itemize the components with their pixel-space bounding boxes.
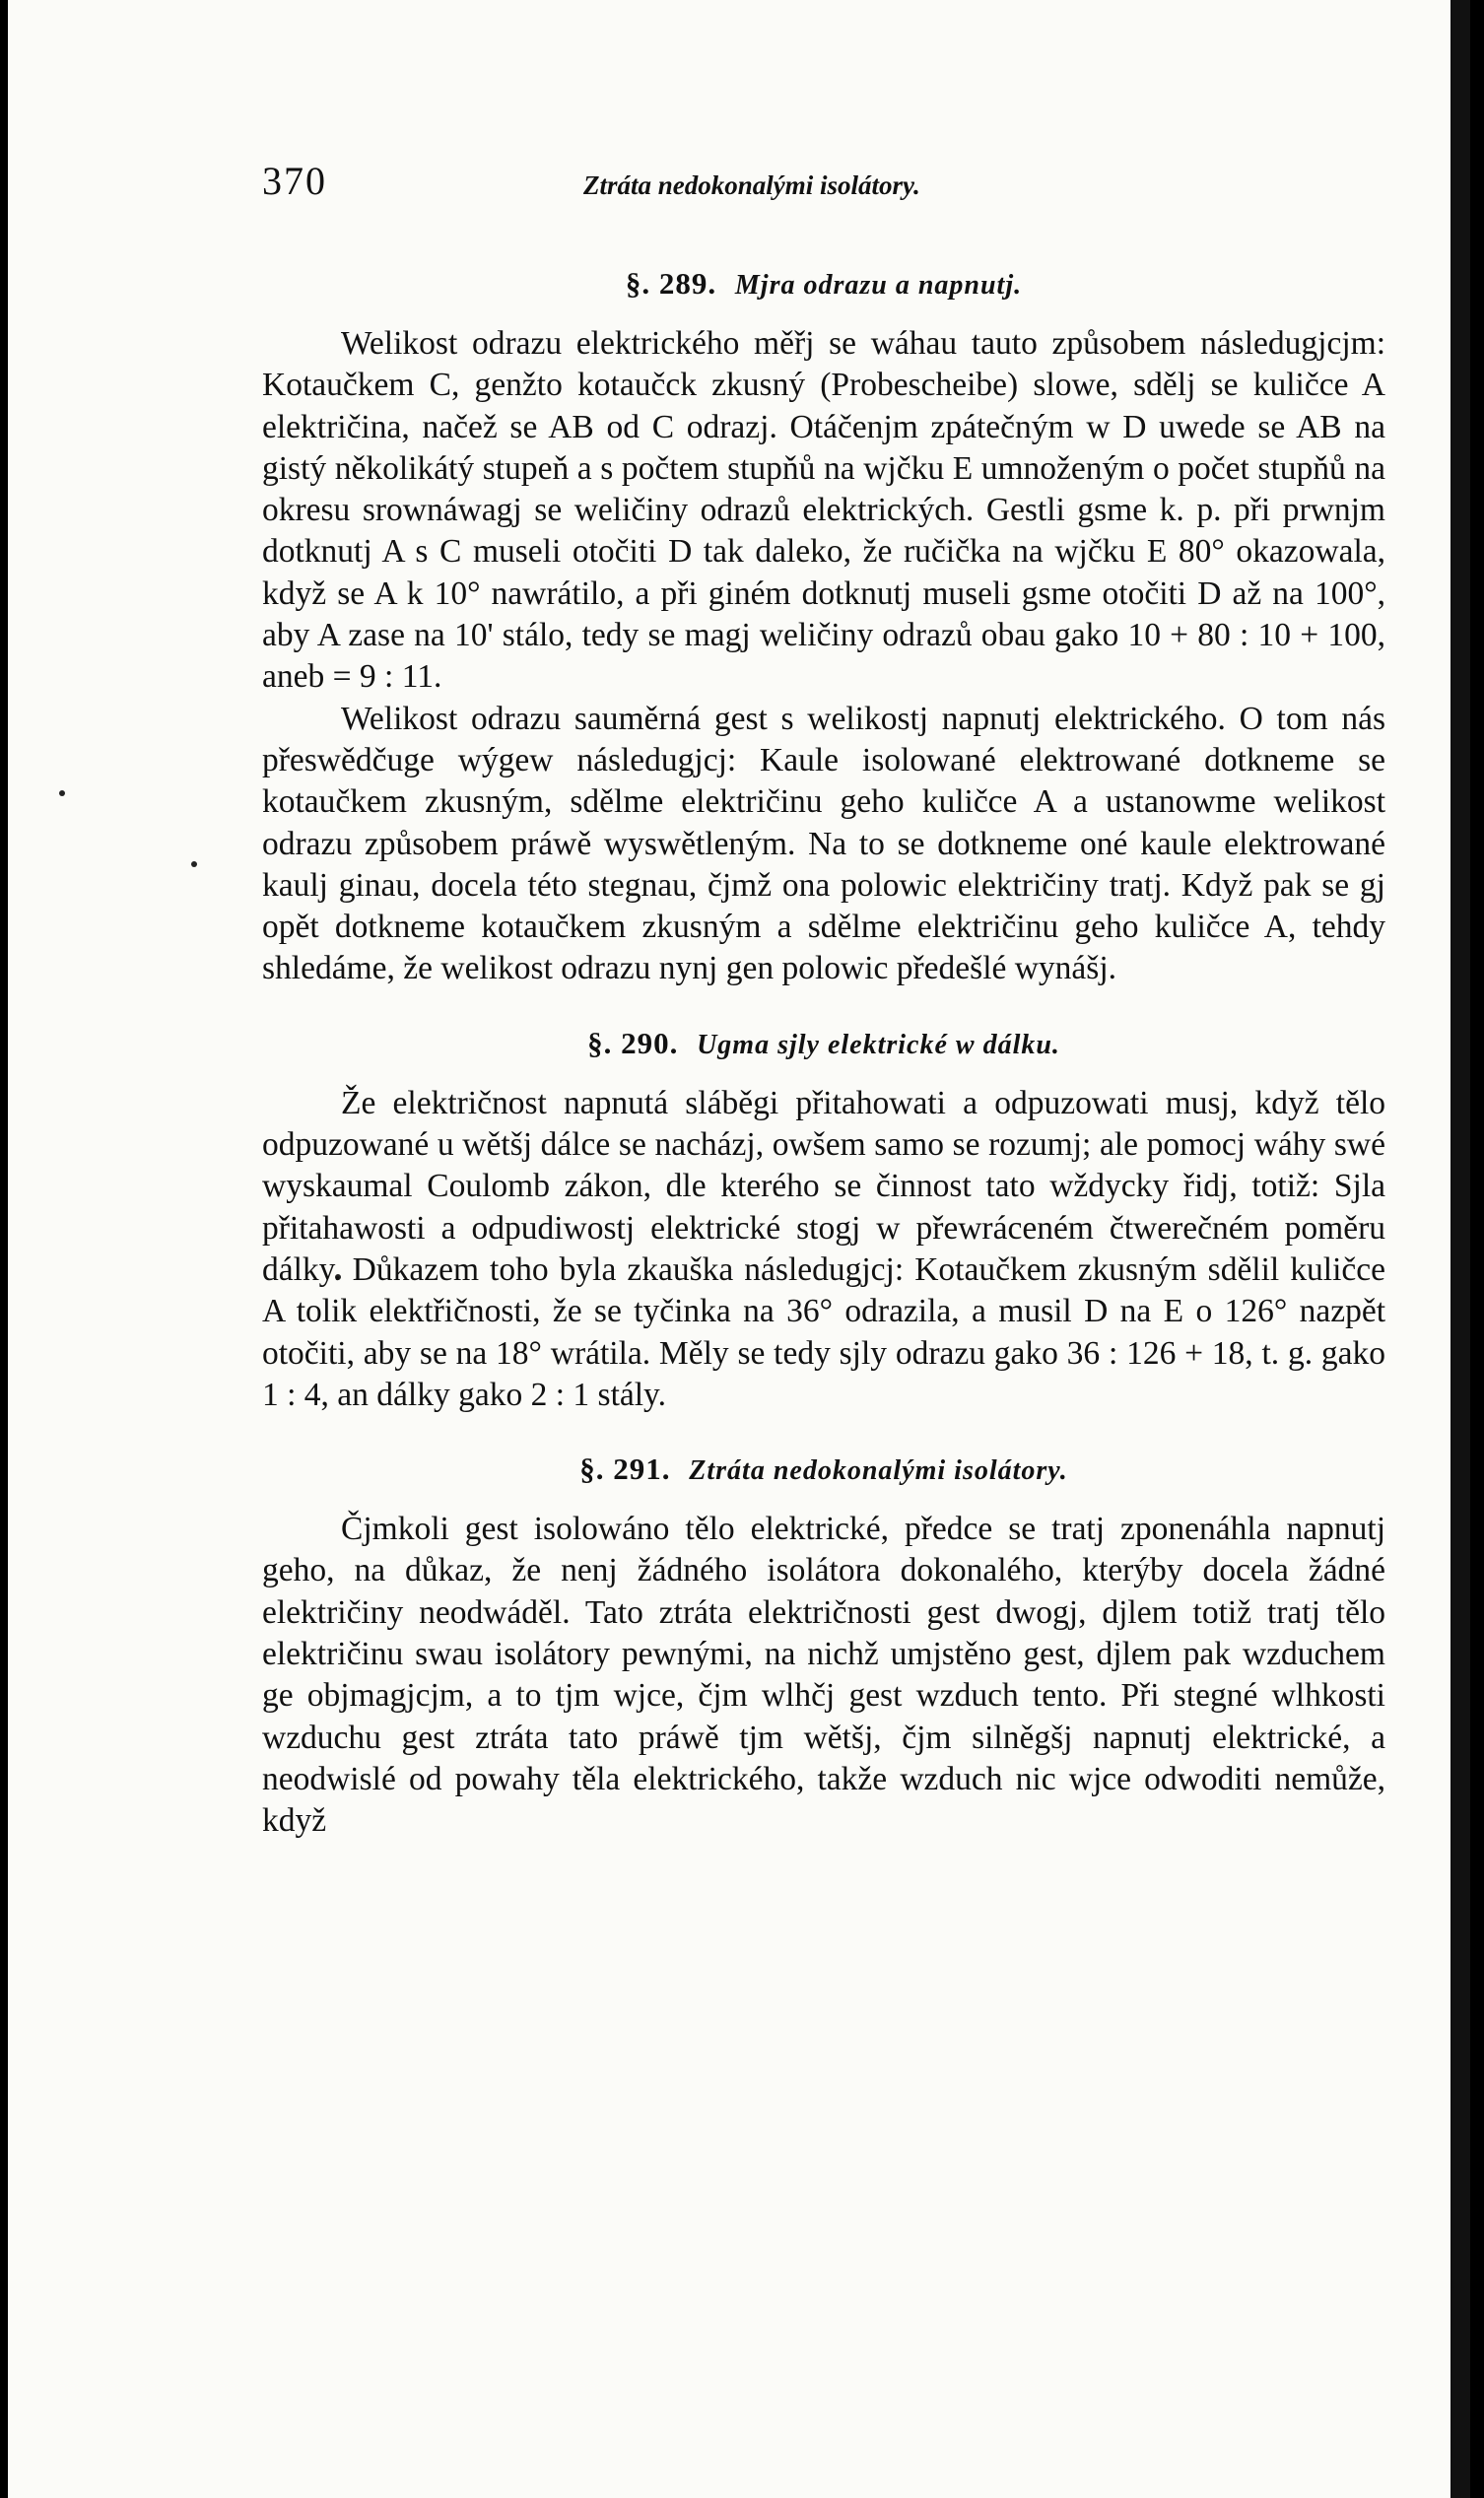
paragraph: Čjmkoli gest isolowáno tělo elektrické, předce se tratj zponenáhla napnutj geho, na důkaz, že nenj žádného isolátora dokonalého, kterýby docela žádné električiny neodwáděl. Tato ztráta električnosti gest dwogj, djlem totiž tratj tělo električinu swau isolátory pewnými, na nichž umjstěno gest, djlem pak wzduchem ge objmagjcjm, a to tjm wjce, čjm wlhčj gest wzduch tento. Při stegné wlhkosti wzduchu gest ztráta tato práwě tjm wětšj, čjm silněgšj napnutj elektrické, a neodwislé od powahy těla elektrického, takže wzduch nic wjce odwoditi nemůže, když <box>262 1511 1385 1840</box>
section-number: §. 290. <box>587 1025 679 1060</box>
running-title: Ztráta nedokonalými isolátory. <box>583 170 920 200</box>
margin-speck <box>59 790 65 796</box>
margin-speck <box>191 861 197 867</box>
section-heading <box>262 266 1385 302</box>
section-heading <box>262 1452 1385 1487</box>
page-content <box>262 158 1385 1843</box>
section-number: §. 291. <box>579 1452 671 1487</box>
page-number: 370 <box>262 159 327 203</box>
section-title: Ztráta nedokonalými isolátory. <box>689 1455 1068 1487</box>
book-page <box>8 0 1467 2498</box>
section-number: §. 289. <box>625 266 717 301</box>
section-title: Mjra odrazu a napnutj. <box>734 270 1023 301</box>
paragraph: Welikost odrazu sauměrná gest s welikostj napnutj elektrického. O tom nás přeswědčuge wýgew následugjcj: Kaule isolowané elektrowané dotkneme se kotaučkem zkusným, sdělme električinu geho kuličce A a ustanowme welikost odrazu způsobem práwě wyswětleným. Na to se dotkneme oné kaule elektrowané kaulj ginau, docela této stegnau, čjmž ona polowic električiny tratj. Když pak se gj opět dotkneme kotaučkem zkusným a sdělme električinu geho kuličce A, tehdy shledáme, že welikost odrazu nynj gen polowic předešlé wynášj. <box>262 700 1385 987</box>
page-edge-shadow <box>1450 0 1470 2498</box>
section-heading <box>262 1026 1385 1061</box>
running-head <box>262 158 1385 217</box>
paragraph: Welikost odrazu elektrického měřj se wáhau tauto způsobem následugjcjm: Kotaučkem C, genžto kotaučck zkusný (Probescheibe) slowe, sdělj se kuličce A električina, načež se AB od C odrazj. Otáčenjm zpátečným w D uwede se AB na gistý několikátý stupeň a s počtem stupňů na wjčku E umnoženým o počet stupňů na okresu srownáwagj se weličiny odrazů elektrických. Gestli gsme k. p. při prwnjm dotknutj A s C museli otočiti D tak daleko, že ručička na wjčku E 80° okazowala, když se A k 10° nawrátilo, a při giném dotknutj museli gsme otočiti D až na 100°, aby A zase na 10' stálo, tedy se magj weličiny odrazů obau gako 10 + 80 : 10 + 100, aneb = 9 : 11. <box>262 325 1385 696</box>
section-title: Ugma sjly elektrické w dálku. <box>697 1029 1060 1060</box>
paragraph: Že električnost napnutá sláběgi přitahowati a odpuzowati musj, když tělo odpuzowané u wětšj dálce se nacházj, owšem samo se rozumj; ale pomocj wáhy swé wyskaumal Coulomb zákon, dle kterého se činnost tato wždycky řidj, totiž: Sjla přitahawosti a odpudiwostj elektrické stogj w přewráceném čtwerečném poměru dálky. Důkazem toho byla zkauška následugjcj: Kotaučkem zkusným sdělil kuličce A tolik elektřičnosti, že se tyčinka na 36° odrazila, a musil D na E o 126° nazpět otočiti, aby se na 18° wrátila. Měly se tedy sjly odrazu gako 36 : 126 + 18, t. g. gako 1 : 4, an dálky gako 2 : 1 stály. <box>262 1084 1385 1413</box>
